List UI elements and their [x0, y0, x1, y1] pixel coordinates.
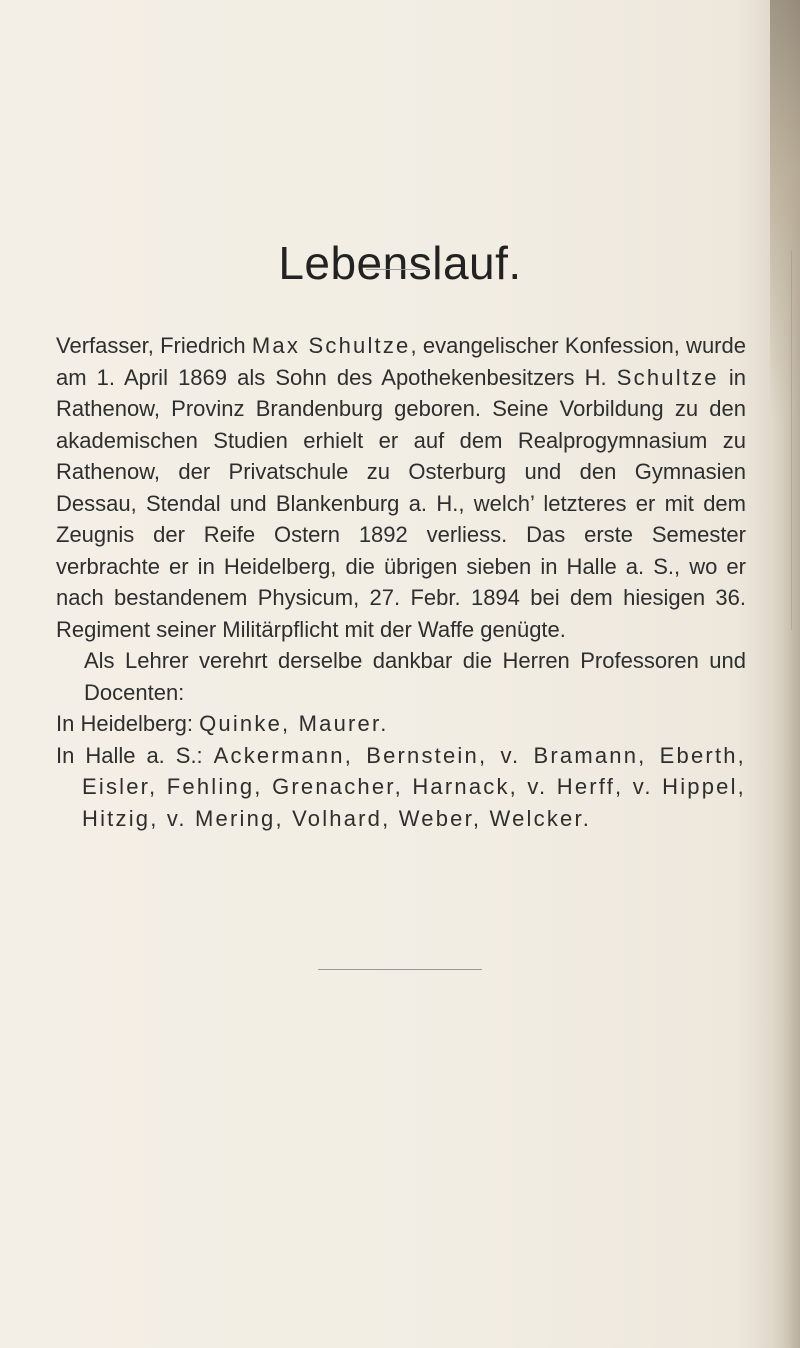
- heidelberg-label: In Heidelberg:: [56, 711, 200, 736]
- bio-text-3: in Rathenow, Provinz Brandenburg geboren. Seine Vorbildung zu den akademischen Studien erhielt er auf dem Realprogymnasium zu Rathenow, der Privatschule zu Osterburg und den Gymnasien Dessau, Stendal und Blankenburg a. H., welch’ letzteres er mit dem Zeugnis der Reife Ostern 1892 verliess. Das erste Semester verbrachte er in Heidelberg, die übrigen sieben in Halle a. S., wo er nach bestandenem Physicum, 27. Febr. 1894 bei dem hiesigen 36. Regiment seiner Militärpflicht mit der Waffe genügte.: [56, 364, 746, 642]
- bio-text-1: Verfasser, Friedrich: [56, 333, 252, 358]
- halle-names: Ackermann, Bernstein, v. Bramann, Eberth, Eisler, Fehling, Grenacher, Harnack, v. Herff, v. Hippel, Hitzig, v. Mering, Volhard, Weber, Welcker.: [82, 742, 746, 831]
- teachers-halle: [56, 740, 746, 835]
- cv-paragraph-biography: [56, 330, 746, 645]
- title-divider: [366, 269, 428, 270]
- heidelberg-names: Quinke, Maurer.: [199, 711, 389, 736]
- page-edge-crease: [791, 250, 792, 630]
- page-edge-stain: [770, 0, 800, 420]
- closing-divider: [318, 969, 482, 970]
- cv-paragraph-teachers: Als Lehrer verehrt derselbe dankbar die Herren Professoren und Docenten:: [84, 648, 746, 705]
- halle-label: In Halle a. S.:: [56, 742, 214, 768]
- author-name: Max Schultze: [251, 333, 411, 358]
- bio-text-2: , evangelischer Konfession, wurde am 1. April 1869 als Sohn des Apothekenbesitzers H.: [56, 333, 746, 390]
- father-name: Schultze: [616, 364, 719, 390]
- cv-body: [56, 330, 746, 834]
- teachers-heidelberg: [56, 708, 746, 740]
- page-title: Lebenslauf.: [278, 236, 522, 289]
